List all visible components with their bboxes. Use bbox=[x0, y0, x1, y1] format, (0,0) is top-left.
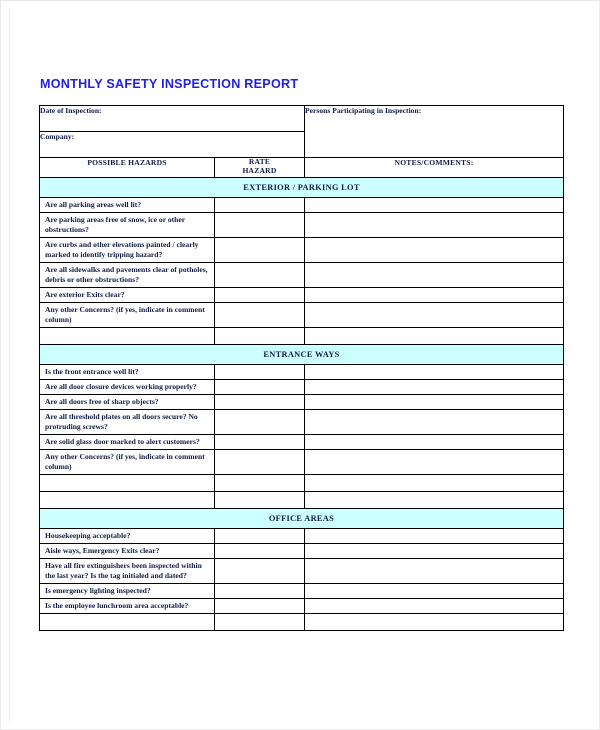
form-body bbox=[40, 106, 564, 631]
notes-input-cell[interactable] bbox=[305, 365, 564, 380]
page-title: MONTHLY SAFETY INSPECTION REPORT bbox=[40, 77, 299, 91]
rate-hazard-input-cell[interactable] bbox=[215, 365, 305, 380]
date-of-inspection-field[interactable]: Date of Inspection: bbox=[40, 106, 305, 132]
notes-input-cell[interactable] bbox=[305, 450, 564, 475]
checklist-question: Are solid glass door marked to alert customers? bbox=[40, 435, 215, 450]
rate-hazard-input-cell[interactable] bbox=[215, 380, 305, 395]
rate-hazard-input-cell[interactable] bbox=[215, 213, 305, 238]
notes-input-cell[interactable] bbox=[305, 213, 564, 238]
checklist-row bbox=[40, 238, 564, 263]
blank-notes-cell[interactable] bbox=[305, 475, 564, 492]
checklist-row bbox=[40, 599, 564, 614]
notes-input-cell[interactable] bbox=[305, 435, 564, 450]
notes-input-cell[interactable] bbox=[305, 559, 564, 584]
blank-hazard-cell[interactable] bbox=[40, 492, 215, 509]
persons-participating-field[interactable]: Persons Participating in Inspection: bbox=[305, 106, 564, 158]
blank-rate-cell[interactable] bbox=[215, 328, 305, 345]
rate-hazard-input-cell[interactable] bbox=[215, 410, 305, 435]
blank-row bbox=[40, 475, 564, 492]
rate-hazard-input-cell[interactable] bbox=[215, 198, 305, 213]
rate-hazard-input-cell[interactable] bbox=[215, 303, 305, 328]
checklist-row bbox=[40, 435, 564, 450]
rate-hazard-input-cell[interactable] bbox=[215, 263, 305, 288]
checklist-question: Are all doors free of sharp objects? bbox=[40, 395, 215, 410]
rate-hazard-input-cell[interactable] bbox=[215, 238, 305, 263]
checklist-row bbox=[40, 198, 564, 213]
section-title: ENTRANCE WAYS bbox=[40, 345, 564, 365]
notes-input-cell[interactable] bbox=[305, 380, 564, 395]
checklist-row bbox=[40, 213, 564, 238]
rate-hazard-input-cell[interactable] bbox=[215, 288, 305, 303]
checklist-row bbox=[40, 450, 564, 475]
checklist-row bbox=[40, 529, 564, 544]
checklist-row bbox=[40, 410, 564, 435]
notes-input-cell[interactable] bbox=[305, 263, 564, 288]
checklist-question: Housekeeping acceptable? bbox=[40, 529, 215, 544]
checklist-row bbox=[40, 288, 564, 303]
checklist-question: Is emergency lighting inspected? bbox=[40, 584, 215, 599]
blank-row bbox=[40, 614, 564, 631]
rate-hazard-input-cell[interactable] bbox=[215, 584, 305, 599]
checklist-question: Any other Concerns? (if yes, indicate in comment column) bbox=[40, 303, 215, 328]
checklist-question: Are all threshold plates on all doors secure? No protruding screws? bbox=[40, 410, 215, 435]
checklist-question: Have all fire extinguishers been inspected within the last year? Is the tag initialed and dated? bbox=[40, 559, 215, 584]
checklist-row bbox=[40, 303, 564, 328]
rate-hazard-input-cell[interactable] bbox=[215, 450, 305, 475]
checklist-question: Are curbs and other elevations painted / clearly marked to identify tripping hazard? bbox=[40, 238, 215, 263]
notes-input-cell[interactable] bbox=[305, 410, 564, 435]
checklist-row bbox=[40, 380, 564, 395]
checklist-row bbox=[40, 263, 564, 288]
checklist-question: Aisle ways, Emergency Exits clear? bbox=[40, 544, 215, 559]
blank-hazard-cell[interactable] bbox=[40, 328, 215, 345]
checklist-question: Any other Concerns? (if yes, indicate in comment column) bbox=[40, 450, 215, 475]
checklist-question: Are all parking areas well lit? bbox=[40, 198, 215, 213]
notes-input-cell[interactable] bbox=[305, 529, 564, 544]
company-field[interactable]: Company: bbox=[40, 132, 305, 158]
blank-rate-cell[interactable] bbox=[215, 475, 305, 492]
rate-hazard-input-cell[interactable] bbox=[215, 395, 305, 410]
column-header-notes-comments: NOTES/COMMENTS: bbox=[305, 158, 564, 178]
notes-input-cell[interactable] bbox=[305, 303, 564, 328]
blank-row bbox=[40, 492, 564, 509]
notes-input-cell[interactable] bbox=[305, 238, 564, 263]
checklist-row bbox=[40, 395, 564, 410]
blank-rate-cell[interactable] bbox=[215, 614, 305, 631]
rate-hazard-line-1: RATE bbox=[248, 157, 271, 166]
row-date-of-inspection bbox=[40, 106, 564, 132]
rate-hazard-input-cell[interactable] bbox=[215, 599, 305, 614]
notes-input-cell[interactable] bbox=[305, 395, 564, 410]
blank-hazard-cell[interactable] bbox=[40, 475, 215, 492]
rate-hazard-input-cell[interactable] bbox=[215, 559, 305, 584]
section-header-row bbox=[40, 178, 564, 198]
notes-input-cell[interactable] bbox=[305, 198, 564, 213]
checklist-question: Is the employee lunchroom area acceptable? bbox=[40, 599, 215, 614]
notes-input-cell[interactable] bbox=[305, 599, 564, 614]
rate-hazard-line-2: HAZARD bbox=[242, 165, 277, 175]
rate-hazard-input-cell[interactable] bbox=[215, 544, 305, 559]
blank-rate-cell[interactable] bbox=[215, 492, 305, 509]
checklist-question: Is the front entrance well lit? bbox=[40, 365, 215, 380]
section-header-row bbox=[40, 509, 564, 529]
column-header-row bbox=[40, 158, 564, 178]
notes-input-cell[interactable] bbox=[305, 584, 564, 599]
checklist-question: Are all door closure devices working properly? bbox=[40, 380, 215, 395]
section-header-row bbox=[40, 345, 564, 365]
checklist-question: Are parking areas free of snow, ice or other obstructions? bbox=[40, 213, 215, 238]
column-header-possible-hazards: POSSIBLE HAZARDS bbox=[40, 158, 215, 178]
checklist-row bbox=[40, 365, 564, 380]
checklist-row bbox=[40, 544, 564, 559]
blank-row bbox=[40, 328, 564, 345]
checklist-question: Are exterior Exits clear? bbox=[40, 288, 215, 303]
blank-notes-cell[interactable] bbox=[305, 328, 564, 345]
notes-input-cell[interactable] bbox=[305, 288, 564, 303]
checklist-row bbox=[40, 559, 564, 584]
column-header-rate-hazard bbox=[215, 158, 305, 178]
checklist-row bbox=[40, 584, 564, 599]
blank-notes-cell[interactable] bbox=[305, 492, 564, 509]
rate-hazard-input-cell[interactable] bbox=[215, 529, 305, 544]
blank-hazard-cell[interactable] bbox=[40, 614, 215, 631]
section-title: EXTERIOR / PARKING LOT bbox=[40, 178, 564, 198]
inspection-form-table bbox=[39, 105, 564, 631]
checklist-question: Are all sidewalks and pavements clear of potholes, debris or other obstructions? bbox=[40, 263, 215, 288]
notes-input-cell[interactable] bbox=[305, 544, 564, 559]
rate-hazard-input-cell[interactable] bbox=[215, 435, 305, 450]
section-title: OFFICE AREAS bbox=[40, 509, 564, 529]
blank-notes-cell[interactable] bbox=[305, 614, 564, 631]
